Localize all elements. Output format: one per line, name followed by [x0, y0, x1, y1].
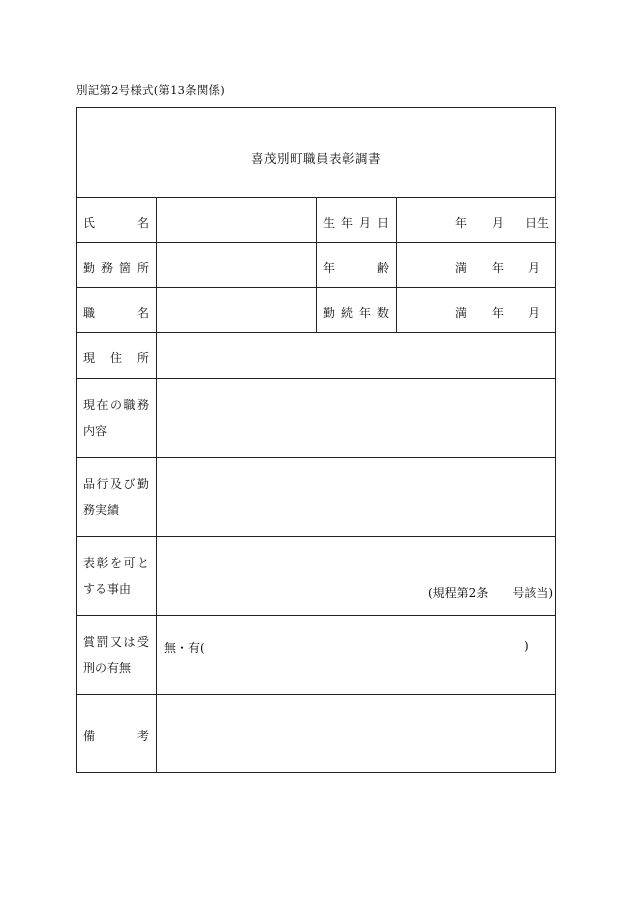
commendation-reason-label: 表 彰 を 可 と する事由: [83, 556, 149, 596]
workplace-label: 勤 務 箇 所: [83, 261, 149, 275]
form-caption: 別記第2号様式(第13条関係): [76, 83, 225, 97]
age-full: 満: [455, 261, 468, 275]
current-duty-label: 現 在 の 職 務 内容: [83, 398, 149, 438]
commendation-form-table: [76, 107, 556, 773]
service-years-label: 勤 続 年 数: [323, 306, 389, 320]
row-divider: [77, 694, 555, 695]
birthdate-month: 月: [492, 216, 505, 230]
column-divider: [156, 197, 157, 772]
form-title: 喜茂別町職員表彰調書: [250, 151, 381, 166]
penalty-label: 賞 罰 又 は 受 刑の有無: [83, 635, 149, 675]
age-label: 年 齢: [323, 261, 389, 275]
row-divider: [77, 615, 555, 616]
service-month: 月: [528, 306, 541, 320]
address-label: 現 住 所: [83, 351, 149, 365]
row-divider: [77, 457, 555, 458]
column-divider: [396, 197, 397, 332]
regulation-note: (規程第2条 号該当): [428, 586, 553, 600]
penalty-value-open: 無・有(: [164, 641, 205, 655]
row-divider: [77, 332, 555, 333]
service-full: 満: [455, 306, 468, 320]
birthdate-label: 生 年 月 日: [323, 216, 389, 230]
birthdate-day: 日生: [525, 216, 550, 230]
birthdate-year: 年: [455, 216, 468, 230]
row-divider: [77, 378, 555, 379]
penalty-value-close: ): [524, 639, 529, 653]
position-label: 職 名: [83, 306, 149, 320]
conduct-record-label: 品 行 及 び 勤 務実績: [83, 477, 149, 517]
age-year: 年: [492, 261, 505, 275]
age-month: 月: [528, 261, 541, 275]
name-label: 氏 名: [83, 216, 149, 230]
service-year: 年: [492, 306, 505, 320]
row-divider: [77, 536, 555, 537]
column-divider: [316, 197, 317, 332]
remarks-label: 備 考: [83, 729, 149, 743]
